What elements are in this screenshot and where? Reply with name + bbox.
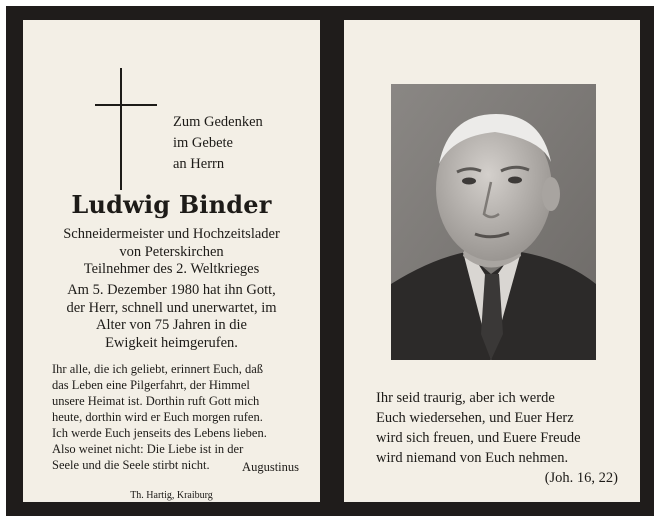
printer-credit: Th. Hartig, Kraiburg — [130, 490, 213, 501]
poem-line: Seele und die Seele stirbt nicht. — [52, 458, 210, 472]
portrait-illustration — [391, 84, 596, 360]
portrait-photo — [391, 84, 596, 360]
verse-line: wird niemand von Euch nehmen. — [376, 450, 569, 466]
death-notice — [23, 282, 320, 352]
poem-author: Augustinus — [242, 460, 299, 474]
bible-verse — [376, 388, 626, 488]
poem — [52, 361, 297, 473]
poem-line: Ihr alle, die ich geliebt, erinnert Euch, daß — [52, 362, 264, 376]
death-line: Ewigkeit heimgerufen. — [105, 334, 238, 351]
verse-reference: (Joh. 16, 22) — [544, 470, 618, 486]
right-panel — [344, 20, 640, 502]
memoriam-line: im Gebete — [173, 135, 233, 151]
memorial-card — [6, 6, 654, 516]
deceased-titles — [23, 226, 320, 279]
title-line: Teilnehmer des 2. Weltkrieges — [83, 261, 260, 277]
title-line: von Peterskirchen — [119, 243, 224, 260]
poem-line: heute, dorthin wird er Euch morgen rufen. — [52, 410, 263, 424]
verse-line: Ihr seid traurig, aber ich werde — [376, 390, 555, 406]
deceased-name: Ludwig Binder — [71, 190, 272, 219]
title-line: Schneidermeister und Hochzeitslader — [63, 226, 280, 242]
poem-line: Ich werde Euch jenseits des Lebens lieben. — [52, 426, 267, 440]
left-panel — [23, 20, 320, 502]
death-line: Alter von 75 Jahren in die — [95, 317, 247, 333]
poem-line: Also weinet nicht: Die Liebe ist in der — [52, 442, 244, 456]
verse-line: wird sich freuen, und Euere Freude — [376, 430, 581, 446]
cross-icon — [120, 68, 122, 190]
death-line: der Herr, schnell und unerwartet, im — [66, 299, 277, 316]
memoriam-line: an Herrn — [173, 156, 225, 172]
cross-icon-bar — [95, 104, 157, 106]
poem-line: unsere Heimat ist. Dorthin ruft Gott mich — [52, 394, 260, 408]
death-line: Am 5. Dezember 1980 hat ihn Gott, — [67, 282, 276, 298]
memoriam-line: Zum Gedenken — [173, 114, 263, 130]
memoriam-text — [173, 112, 313, 175]
poem-line: das Leben eine Pilgerfahrt, der Himmel — [52, 378, 250, 392]
verse-line: Euch wiedersehen, und Euer Herz — [376, 410, 574, 426]
